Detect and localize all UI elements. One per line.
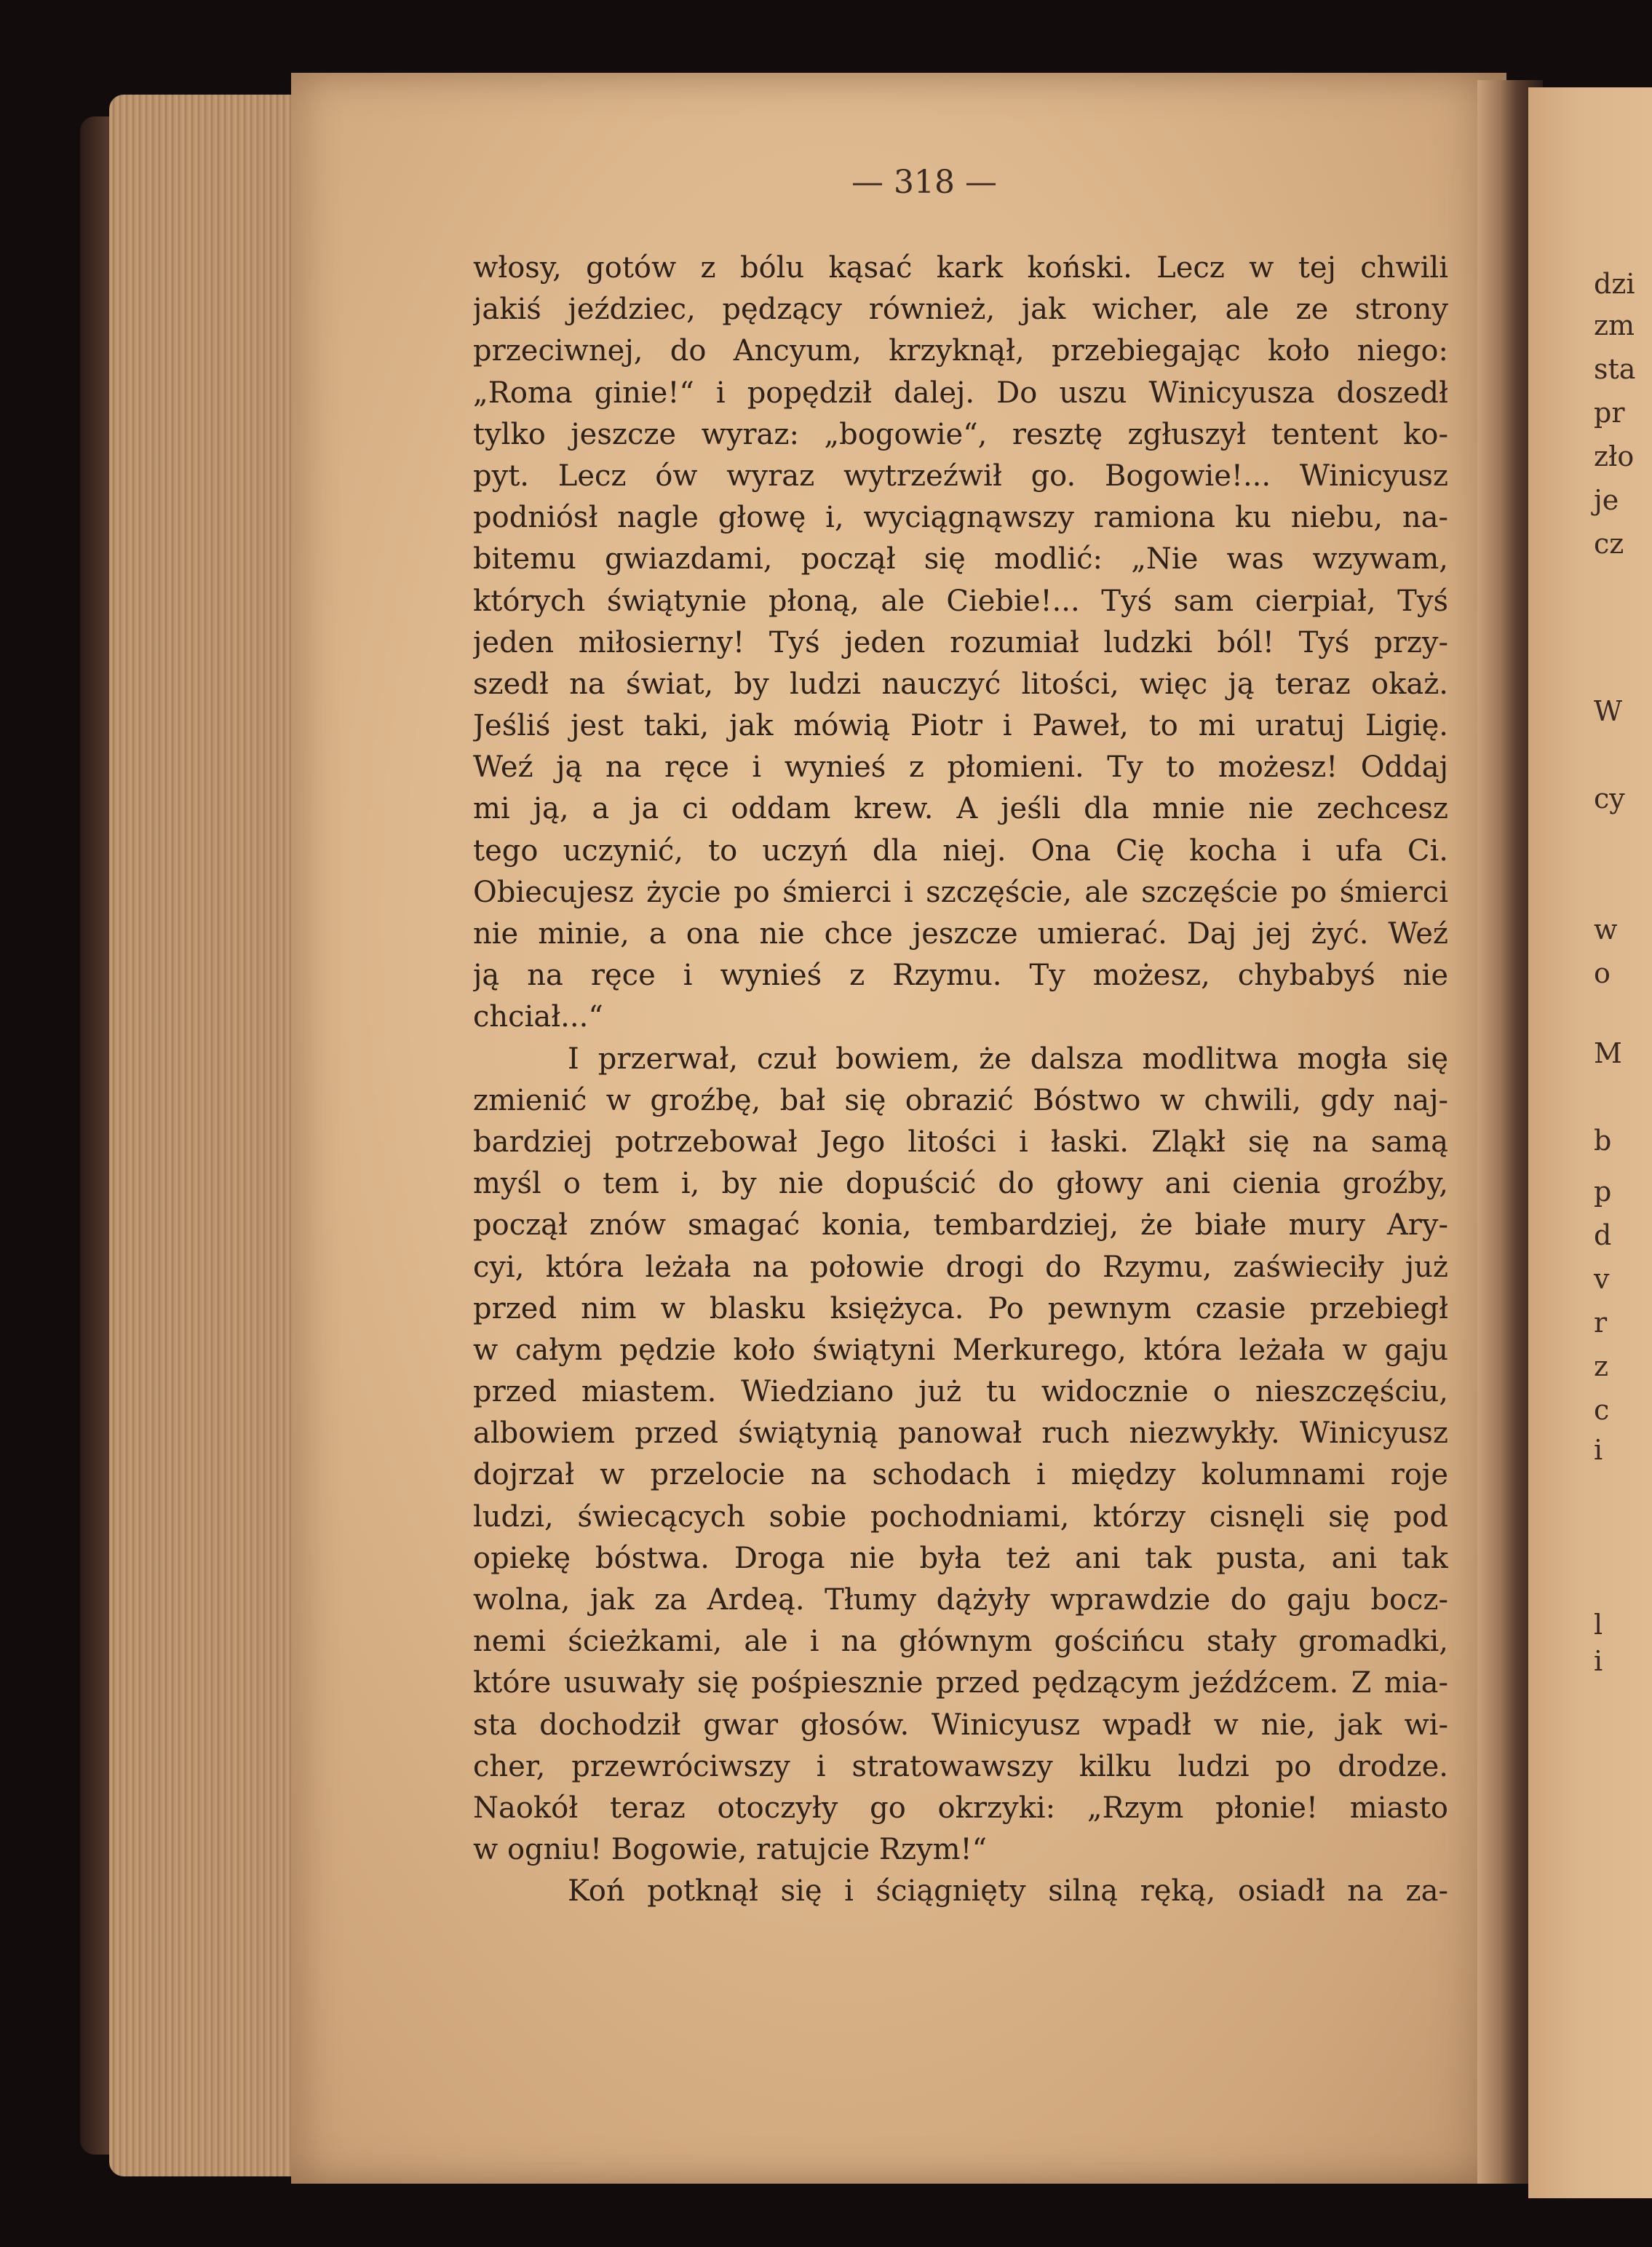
facing-text-fragment: o bbox=[1594, 957, 1611, 989]
facing-text-fragment: zło bbox=[1594, 440, 1635, 472]
text-line: Obiecujesz życie po śmierci i szczęście, ale szczęście po śmierci bbox=[473, 875, 1448, 909]
facing-text-fragment: i bbox=[1594, 1434, 1603, 1466]
facing-text-fragment: zm bbox=[1594, 309, 1635, 341]
text-line: bardziej potrzebował Jego litości i łaski. Zląkł się na samą bbox=[473, 1125, 1448, 1159]
facing-text-fragment: pr bbox=[1594, 397, 1625, 429]
text-line: bitemu gwiazdami, począł się modlić: „Nie was wzywam, bbox=[473, 542, 1448, 576]
text-line: które usuwały się pośpiesznie przed pędzącym jeźdźcem. Z mia- bbox=[473, 1666, 1448, 1700]
facing-text-fragment: dzi bbox=[1594, 268, 1635, 300]
facing-text-fragment: cy bbox=[1594, 782, 1625, 815]
facing-text-fragment: d bbox=[1594, 1219, 1612, 1251]
text-line: zmienić w groźbę, bał się obrazić Bóstwo w chwili, gdy naj- bbox=[473, 1083, 1448, 1117]
facing-text-fragment: M bbox=[1594, 1037, 1622, 1069]
text-line: albowiem przed świątynią panował ruch niezwykły. Winicyusz bbox=[473, 1416, 1448, 1451]
text-line: cyi, która leżała na połowie drogi do Rzymu, zaświeciły już bbox=[473, 1250, 1448, 1284]
facing-text-fragment: b bbox=[1594, 1125, 1612, 1157]
text-line: jeden miłosierny! Tyś jeden rozumiał ludzki ból! Tyś przy- bbox=[473, 625, 1448, 659]
facing-text-fragment: c bbox=[1594, 1394, 1610, 1426]
page-number: — 318 — bbox=[851, 164, 997, 201]
text-line: nemi ścieżkami, ale i na głównym gościńcu stały gromadki, bbox=[473, 1625, 1448, 1659]
text-line: ją na ręce i wynieś z Rzymu. Ty możesz, chybabyś nie bbox=[473, 959, 1448, 993]
text-line: tylko jeszcze wyraz: „bogowie“, resztę zgłuszył tentent ko- bbox=[473, 417, 1448, 451]
page-text bbox=[473, 247, 1448, 1913]
facing-text-fragment: l bbox=[1594, 1609, 1603, 1641]
text-line: Koń potknął się i ściągnięty silną ręką, osiadł na za- bbox=[568, 1874, 1448, 1909]
facing-text-fragment: v bbox=[1594, 1263, 1610, 1295]
text-line: począł znów smagać konia, tembardziej, że białe mury Ary- bbox=[473, 1208, 1448, 1243]
text-line: jakiś jeździec, pędzący również, jak wicher, ale ze strony bbox=[473, 293, 1448, 327]
text-line: opiekę bóstwa. Droga nie była też ani tak pusta, ani tak bbox=[473, 1541, 1448, 1575]
facing-text-fragment: sta bbox=[1594, 353, 1636, 385]
facing-text-fragment: w bbox=[1594, 914, 1618, 946]
text-line: Naokół teraz otoczyły go okrzyki: „Rzym płonie! miasto bbox=[473, 1791, 1448, 1825]
text-line: szedł na świat, by ludzi nauczyć litości, więc ją teraz okaż. bbox=[473, 667, 1448, 701]
text-line: w ogniu! Bogowie, ratujcie Rzym!“ bbox=[473, 1833, 988, 1867]
text-line: pyt. Lecz ów wyraz wytrzeźwił go. Bogowie!... Winicyusz bbox=[473, 459, 1448, 493]
text-line: przed miastem. Wiedziano już tu widocznie o nieszczęściu, bbox=[473, 1375, 1448, 1409]
facing-text-fragment: z bbox=[1594, 1350, 1609, 1382]
text-line: tego uczynić, to uczyń dla niej. Ona Cię kocha i ufa Ci. bbox=[473, 833, 1448, 868]
text-line: ludzi, świecących sobie pochodniami, którzy cisnęli się pod bbox=[473, 1499, 1448, 1534]
text-line: nie minie, a ona nie chce jeszcze umierać. Daj jej żyć. Weź bbox=[473, 917, 1448, 951]
facing-text-fragment: W bbox=[1594, 695, 1623, 727]
facing-text-fragment: p bbox=[1594, 1176, 1612, 1208]
text-line: Weź ją na ręce i wynieś z płomieni. Ty to możesz! Oddaj bbox=[473, 750, 1448, 785]
facing-text-fragment: r bbox=[1594, 1307, 1608, 1339]
text-line: chciał...“ bbox=[473, 1000, 603, 1034]
text-line: „Roma ginie!“ i popędził dalej. Do uszu Winicyusza doszedł bbox=[473, 376, 1448, 410]
facing-text-fragment: je bbox=[1594, 484, 1619, 516]
text-line: podniósł nagle głowę i, wyciągnąwszy ramiona ku niebu, na- bbox=[473, 501, 1448, 535]
text-line: cher, przewróciwszy i stratowawszy kilku ludzi po drodze. bbox=[473, 1749, 1448, 1783]
text-line: włosy, gotów z bólu kąsać kark koński. Lecz w tej chwili bbox=[473, 251, 1448, 285]
text-line: dojrzał w przelocie na schodach i między kolumnami roje bbox=[473, 1458, 1448, 1492]
text-line: w całym pędzie koło świątyni Merkurego, która leżała w gaju bbox=[473, 1333, 1448, 1367]
text-line: wolna, jak za Ardeą. Tłumy dążyły wprawdzie do gaju bocz- bbox=[473, 1583, 1448, 1617]
facing-text-fragment: i bbox=[1594, 1645, 1603, 1677]
facing-page bbox=[1528, 87, 1652, 2198]
facing-text-fragment: cz bbox=[1594, 528, 1624, 560]
text-line: których świątynie płoną, ale Ciebie!... Tyś sam cierpiał, Tyś bbox=[473, 584, 1448, 618]
text-line: przed nim w blasku księżyca. Po pewnym czasie przebiegł bbox=[473, 1291, 1448, 1325]
text-line: myśl o tem i, by nie dopuścić do głowy ani cienia groźby, bbox=[473, 1167, 1448, 1201]
text-line: sta dochodził gwar głosów. Winicyusz wpadł w nie, jak wi- bbox=[473, 1708, 1448, 1742]
text-line: Jeśliś jest taki, jak mówią Piotr i Paweł, to mi uratuj Ligię. bbox=[473, 709, 1448, 743]
text-line: I przerwał, czuł bowiem, że dalsza modlitwa mogła się bbox=[568, 1042, 1448, 1076]
text-line: mi ją, a ja ci oddam krew. A jeśli dla mnie nie zechcesz bbox=[473, 792, 1448, 826]
text-line: przeciwnej, do Ancyum, krzyknął, przebiegając koło niego: bbox=[473, 334, 1448, 368]
